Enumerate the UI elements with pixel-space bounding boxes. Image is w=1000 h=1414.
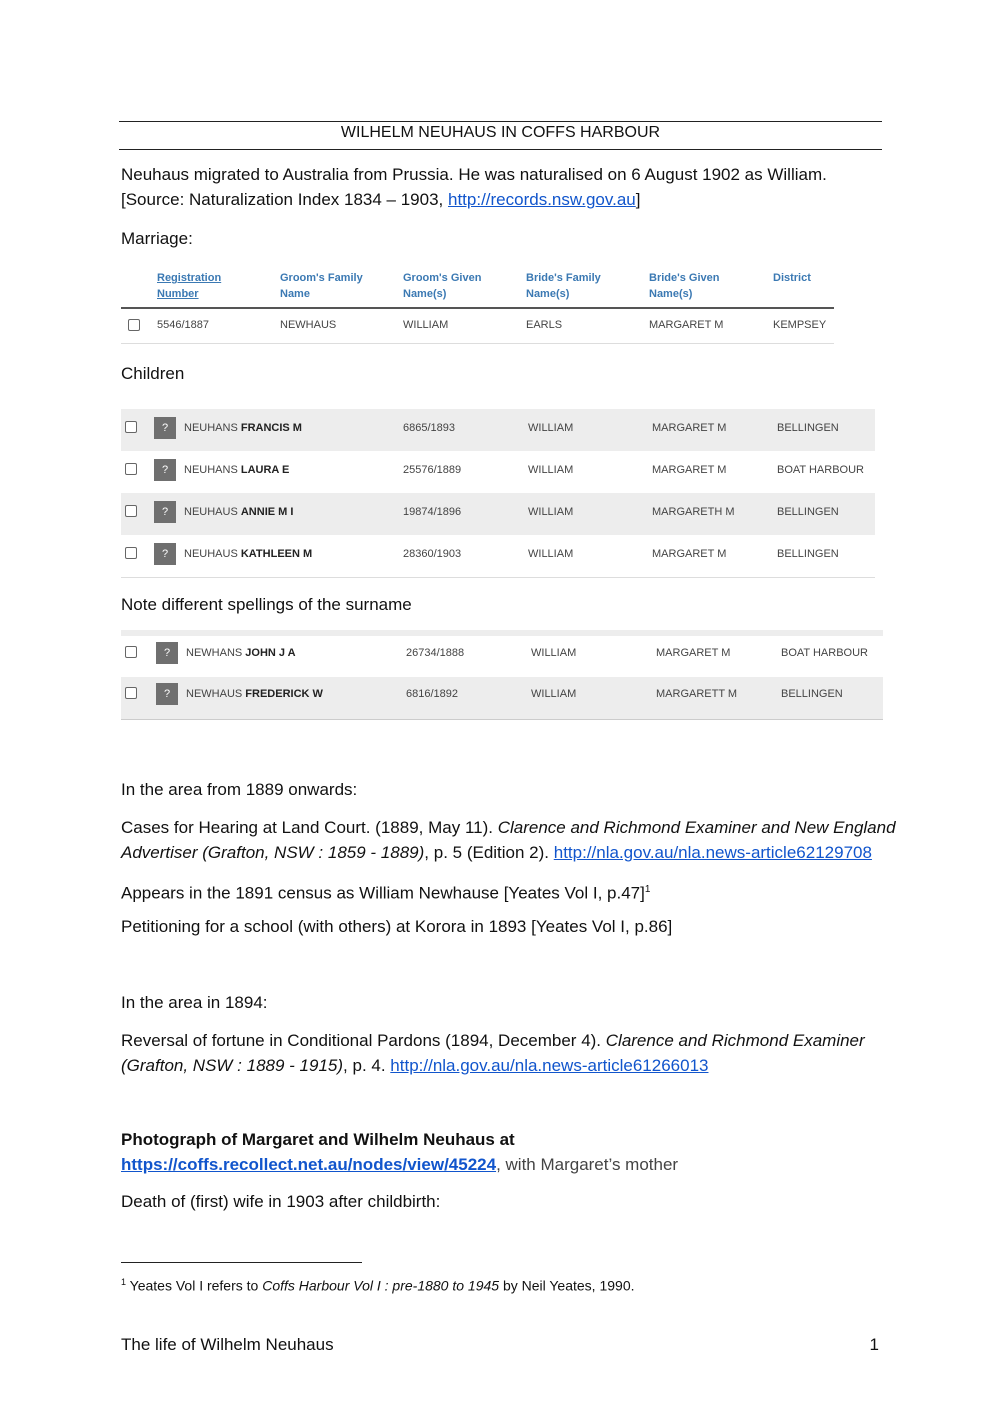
surname: NEUHANS — [184, 422, 238, 434]
trove-link[interactable]: http://nla.gov.au/nla.news-article62129708 — [553, 843, 872, 862]
citation-source: (Grafton, NSW : 1889 - 1915) — [121, 1056, 344, 1075]
intro-source-prefix: [Source: Naturalization Index 1834 – 1903, — [121, 190, 448, 209]
header-registration-number[interactable] — [157, 270, 221, 302]
cell-registration: 25576/1889 — [403, 464, 462, 476]
header-bride-family-names[interactable] — [526, 270, 601, 302]
cell-father: WILLIAM — [528, 464, 574, 476]
reversal-line1 — [121, 1028, 865, 1053]
cell-mother: MARGARET M — [652, 464, 727, 476]
footnote-number: 1 — [121, 1277, 127, 1287]
cell-groom-family: NEWHAUS — [280, 319, 337, 331]
footnote — [121, 1272, 635, 1296]
header-text: Number — [157, 288, 199, 300]
photo-paragraph — [121, 1127, 678, 1177]
header-text: Groom's Given — [403, 272, 482, 284]
cell-district: BOAT HARBOUR — [781, 647, 868, 659]
header-text: District — [773, 272, 811, 284]
help-icon[interactable]: ? — [154, 417, 176, 439]
row-checkbox[interactable] — [125, 547, 137, 559]
header-divider — [121, 307, 834, 309]
cell-district: BELLINGEN — [781, 688, 843, 700]
table-row — [121, 493, 875, 535]
table-row — [121, 677, 883, 720]
row-divider — [121, 343, 834, 344]
citation-page: , p. 4. — [343, 1056, 391, 1075]
intro-line2 — [121, 187, 827, 212]
help-icon[interactable]: ? — [154, 459, 176, 481]
area-1894-heading: In the area in 1894: — [121, 993, 268, 1012]
marriage-table — [121, 262, 834, 344]
census-line — [121, 877, 650, 906]
header-bride-given-names[interactable] — [649, 270, 719, 302]
header-district[interactable] — [773, 270, 811, 286]
table-row — [121, 535, 875, 578]
reversal-citation — [121, 1028, 865, 1078]
death-line: Death of (first) wife in 1903 after childbirth: — [121, 1192, 441, 1211]
footnote-text: by Neil Yeates, 1990. — [499, 1277, 635, 1294]
photo-suffix: , with Margaret’s mother — [496, 1155, 679, 1174]
cell-district: BELLINGEN — [777, 548, 839, 560]
cell-registration: 28360/1903 — [403, 548, 462, 560]
row-checkbox[interactable] — [125, 646, 137, 658]
cell-father: WILLIAM — [528, 506, 574, 518]
given-names: KATHLEEN M — [240, 548, 313, 560]
page-title: WILHELM NEUHAUS IN COFFS HARBOUR — [340, 124, 661, 141]
cell-father: WILLIAM — [528, 548, 574, 560]
cell-groom-given: WILLIAM — [403, 319, 449, 331]
header-text: Registration — [157, 272, 222, 284]
title-top-rule — [119, 121, 882, 122]
cell-district: BELLINGEN — [777, 506, 839, 518]
marriage-label: Marriage: — [121, 229, 193, 248]
footnote-text: Yeates Vol I refers to — [126, 1277, 263, 1294]
row-checkbox[interactable] — [125, 687, 137, 699]
citation-page: , p. 5 (Edition 2). — [424, 843, 554, 862]
header-groom-given-names[interactable] — [403, 270, 481, 302]
header-text: Bride's Family — [526, 272, 601, 284]
reversal-line2 — [121, 1053, 865, 1078]
citation-title: Cases for Hearing at Land Court. (1889, May 11). — [121, 818, 498, 837]
cell-name — [184, 422, 302, 434]
cell-name — [184, 548, 312, 560]
footnote-book-title: Coffs Harbour Vol I : pre-1880 to 1945 — [262, 1277, 500, 1294]
cell-district: BOAT HARBOUR — [777, 464, 864, 476]
help-icon[interactable]: ? — [156, 642, 178, 664]
cell-registration: 6816/1892 — [406, 688, 458, 700]
row-checkbox[interactable] — [125, 463, 137, 475]
title-bottom-rule — [119, 149, 882, 150]
table-row — [121, 451, 875, 493]
intro-paragraph — [121, 162, 827, 212]
header-text: Groom's Family — [280, 272, 363, 284]
header-text: Name(s) — [403, 288, 447, 300]
given-names: LAURA E — [240, 464, 290, 476]
surname: NEWHAUS — [186, 688, 243, 700]
intro-source-suffix: ] — [635, 190, 641, 209]
cell-registration: 26734/1888 — [406, 647, 465, 659]
cell-father: WILLIAM — [528, 422, 574, 434]
cell-district: BELLINGEN — [777, 422, 839, 434]
help-icon[interactable]: ? — [156, 683, 178, 705]
recollect-link[interactable]: https://coffs.recollect.net.au/nodes/view/45224 — [121, 1155, 497, 1174]
cell-bride-family: EARLS — [526, 319, 563, 331]
surname: NEUHAUS — [184, 506, 238, 518]
header-groom-family-name[interactable] — [280, 270, 363, 302]
cell-name — [184, 464, 289, 476]
surname: NEUHAUS — [184, 548, 238, 560]
cell-name — [186, 647, 296, 659]
help-icon[interactable]: ? — [154, 543, 176, 565]
table-row — [121, 636, 883, 678]
footnote-separator — [121, 1262, 362, 1263]
citation-source: Advertiser (Grafton, NSW : 1859 - 1889) — [121, 843, 425, 862]
cell-name — [186, 688, 323, 700]
cell-father: WILLIAM — [531, 647, 577, 659]
header-text: Name — [280, 288, 310, 300]
cell-bride-given: MARGARET M — [649, 319, 724, 331]
spelling-note: Note different spellings of the surname — [121, 595, 412, 614]
table-row — [121, 409, 875, 451]
page-number: 1 — [869, 1335, 879, 1354]
cell-mother: MARGARET M — [656, 647, 731, 659]
citation-source: Clarence and Richmond Examiner and New England — [497, 818, 896, 837]
cell-mother: MARGARET M — [652, 422, 727, 434]
row-checkbox[interactable] — [128, 319, 140, 331]
cell-registration: 6865/1893 — [403, 422, 455, 434]
row-checkbox[interactable] — [125, 421, 137, 433]
given-names: JOHN J A — [245, 647, 296, 659]
header-text: Bride's Given — [649, 272, 720, 284]
land-court-citation — [121, 815, 896, 865]
cell-mother: MARGARETH M — [652, 506, 735, 518]
header-text: Name(s) — [649, 288, 693, 300]
surname: NEUHANS — [184, 464, 238, 476]
records-link[interactable]: http://records.nsw.gov.au — [448, 190, 636, 209]
area-1889-heading: In the area from 1889 onwards: — [121, 780, 358, 799]
cell-mother: MARGARET M — [652, 548, 727, 560]
trove-link[interactable]: http://nla.gov.au/nla.news-article61266013 — [390, 1056, 709, 1075]
school-line: Petitioning for a school (with others) at Korora in 1893 [Yeates Vol I, p.86] — [121, 917, 673, 936]
cell-district: KEMPSEY — [773, 319, 827, 331]
given-names: FRANCIS M — [240, 422, 302, 434]
cell-name — [184, 506, 293, 518]
land-court-line2 — [121, 840, 896, 865]
cell-registration: 19874/1896 — [403, 506, 462, 518]
footnote-ref[interactable]: 1 — [644, 884, 651, 895]
given-names: ANNIE M I — [240, 506, 294, 518]
surname: NEWHANS — [186, 647, 243, 659]
children-label: Children — [121, 364, 185, 383]
citation-title: Reversal of fortune in Conditional Pardons (1894, December 4). — [121, 1031, 606, 1050]
photo-heading: Photograph of Margaret and Wilhelm Neuhaus at — [121, 1130, 515, 1149]
photo-line2 — [121, 1152, 678, 1177]
header-text: Name(s) — [526, 288, 570, 300]
footer-title: The life of Wilhelm Neuhaus — [121, 1335, 334, 1354]
cell-registration: 5546/1887 — [157, 319, 209, 331]
intro-line1: Neuhaus migrated to Australia from Prussia. He was naturalised on 6 August 1902 as William. — [121, 165, 827, 184]
row-checkbox[interactable] — [125, 505, 137, 517]
land-court-line1 — [121, 815, 896, 840]
given-names: FREDERICK W — [245, 688, 323, 700]
citation-source: Clarence and Richmond Examiner — [605, 1031, 865, 1050]
help-icon[interactable]: ? — [154, 501, 176, 523]
cell-father: WILLIAM — [531, 688, 577, 700]
census-text: Appears in the 1891 census as William Newhause [Yeates Vol I, p.47] — [121, 883, 645, 903]
cell-mother: MARGARETT M — [656, 688, 738, 700]
